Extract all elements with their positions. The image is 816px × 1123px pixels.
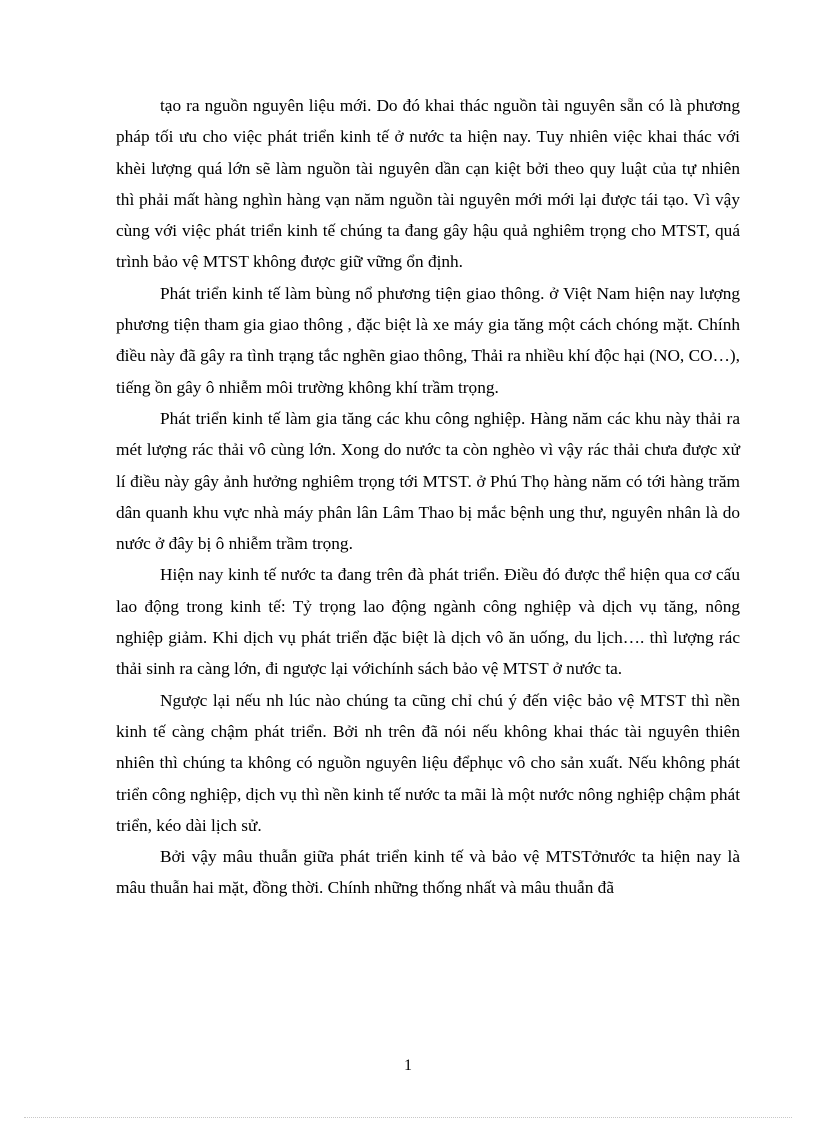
page-number: 1 (404, 1057, 412, 1074)
paragraph-2: Phát triển kinh tế làm bùng nổ phương tiện giao thông. ở Việt Nam hiện nay lượng phương tiện tham gia giao thông , đặc biệt là xe máy gia tăng một cách chóng mặt. Chính điều này đã gây ra tình trạng tắc nghẽn giao thông, Thải ra nhiều khí độc hại (NO, CO…), tiếng ồn gây ô nhiễm môi trường không khí trầm trọng. (116, 283, 740, 397)
paragraph-4: Hiện nay kinh tế nước ta đang trên đà phát triển. Điều đó được thể hiện qua cơ cấu lao động trong kinh tế: Tỷ trọng lao động ngành công nghiệp và dịch vụ tăng, nông nghiệp giảm. Khi dịch vụ phát triển đặc biệt là dịch vô ăn uống, du lịch…. thì lượng rác thải sinh ra càng lớn, đi ngược lại vớichính sách bảo vệ MTST ở nước ta. (116, 565, 740, 679)
paragraph-5: Ngược lại nếu nh lúc nào chúng ta cũng chỉ chú ý đến việc bảo vệ MTST thì nền kinh tế càng chậm phát triển. Bởi nh trên đã nói nếu không khai thác tài nguyên thiên nhiên thì chúng ta không có nguồn nguyên liệu đểphục vô cho sản xuất. Nếu không phát triển công nghiệp, dịch vụ thì nền kinh tế nước ta mãi là một nước nông nghiệp chậm phát triển, kéo dài lịch sử. (116, 690, 740, 835)
paragraph-6: Bởi vậy mâu thuẫn giữa phát triển kinh tế và bảo vệ MTSTởnước ta hiện nay là mâu thuẫn hai mặt, đồng thời. Chính những thống nhất và mâu thuẫn đã (116, 847, 740, 898)
body-text (116, 90, 740, 904)
page-bottom-divider (24, 1117, 792, 1118)
paragraph-3: Phát triển kinh tế làm gia tăng các khu công nghiệp. Hàng năm các khu này thải ra mét lượng rác thải vô cùng lớn. Xong do nước ta còn nghèo vì vậy rác thải chưa được xử lí điều này gây ảnh hưởng nghiêm trọng tới MTST. ở Phú Thọ hàng năm có tới hàng trăm dân quanh khu vực nhà máy phân lân Lâm Thao bị mắc bệnh ung thư, nguyên nhân là do nước ở đây bị ô nhiễm trầm trọng. (116, 408, 740, 554)
paragraph-1: tạo ra nguồn nguyên liệu mới. Do đó khai thác nguồn tài nguyên sẵn có là phương pháp tối ưu cho việc phát triển kinh tế ở nước ta hiện nay. Tuy nhiên việc khai thác với khèi lượng quá lớn sẽ làm nguồn tài nguyên dần cạn kiệt bởi theo quy luật của tự nhiên thì phải mất hàng nghìn hàng vạn năm nguồn tài nguyên mới mới lại được tái tạo. Vì vậy cùng với việc phát triển kinh tế chúng ta đang gây hậu quả nghiêm trọng cho MTST, quá trình bảo vệ MTST không được giữ vững ổn định. (116, 96, 740, 272)
